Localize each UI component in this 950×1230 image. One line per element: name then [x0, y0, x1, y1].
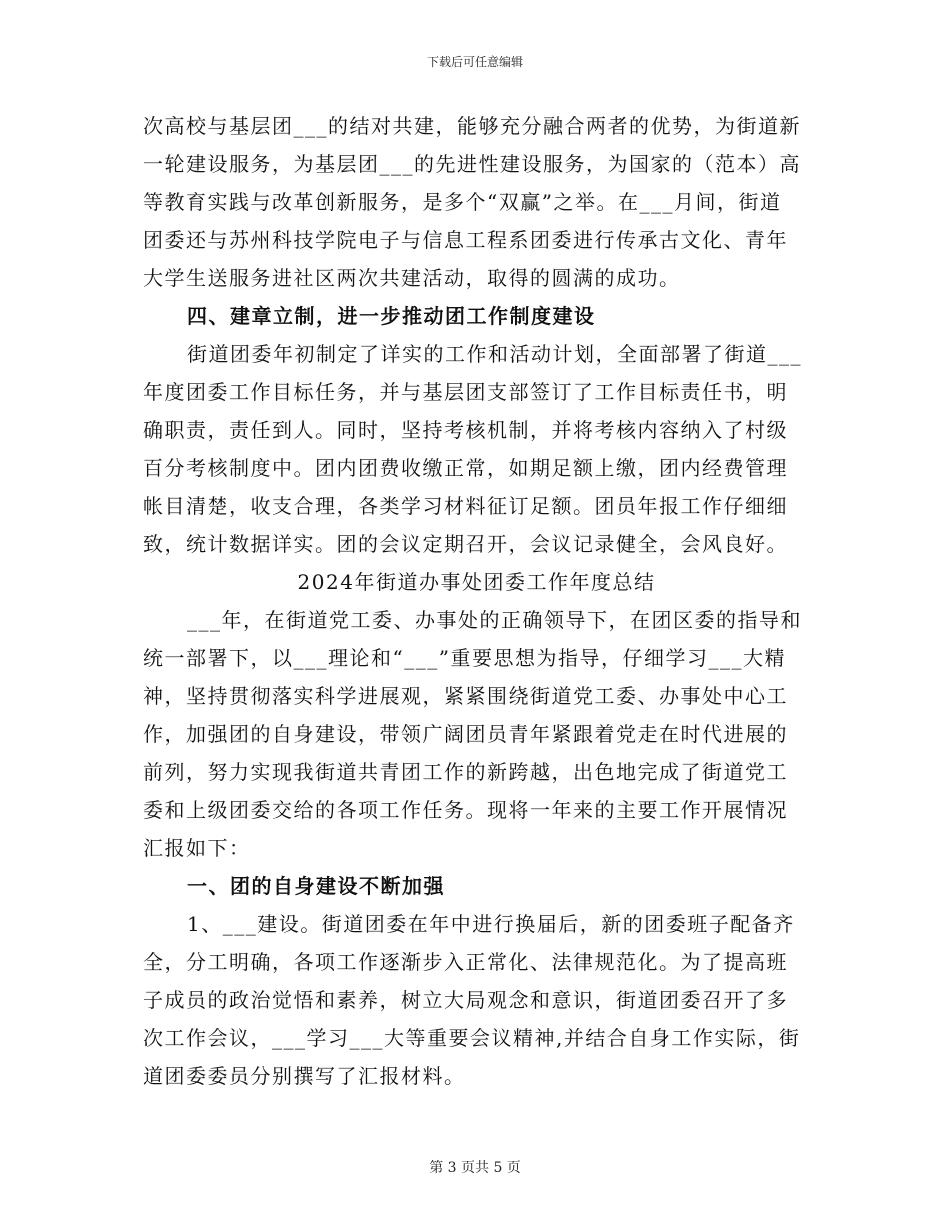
page-header: 下载后可任意编辑: [426, 55, 523, 69]
paragraph-line: 大学生送服务进社区两次共建活动，取得的圆满的成功。: [143, 266, 681, 290]
paragraph-line: 子成员的政治觉悟和素养，树立大局观念和意识，街道团委召开了多: [143, 988, 788, 1012]
paragraph-line: 百分考核制度中。团内团费收缴正常，如期足额上缴，团内经费管理: [143, 456, 788, 480]
paragraph-line: 1、___建设。街道团委在年中进行换届后，新的团委班子配备齐: [187, 912, 795, 936]
paragraph-line: 道团委委员分别撰写了汇报材料。: [143, 1064, 466, 1088]
paragraph-line: 次高校与基层团___的结对共建，能够充分融合两者的优势，为街道新: [143, 114, 801, 138]
paragraph-line: 年度团委工作目标任务，并与基层团支部签订了工作目标责任书，明: [143, 380, 788, 404]
paragraph-line: 街道团委年初制定了详实的工作和活动计划，全面部署了街道___: [187, 342, 802, 366]
document-body: [143, 107, 810, 1095]
section-heading: 四、建章立制，进一步推动团工作制度建设: [187, 304, 596, 328]
paragraph-line: 等教育实践与改革创新服务，是多个“双赢”之举。在___月间，街道: [143, 190, 782, 214]
paragraph-line: 前列，努力实现我街道共青团工作的新跨越，出色地完成了街道党工: [143, 760, 788, 784]
paragraph-line: 致，统计数据详实。团的会议定期召开，会议记录健全，会风良好。: [143, 532, 788, 556]
page-footer: 第 3 页共 5 页: [429, 1160, 521, 1176]
paragraph-line: 汇报如下：: [143, 836, 251, 860]
paragraph-line: 一轮建设服务，为基层团___的先进性建设服务，为国家的（范本）高: [143, 152, 801, 176]
paragraph-line: 委和上级团委交给的各项工作任务。现将一年来的主要工作开展情况: [143, 798, 788, 822]
paragraph-line: 统一部署下，以___理论和“___”重要思想为指导，仔细学习___大精: [143, 646, 786, 670]
paragraph-line: 确职责，责任到人。同时，坚持考核机制，并将考核内容纳入了村级: [143, 418, 788, 442]
paragraph-line: 团委还与苏州科技学院电子与信息工程系团委进行传承古文化、青年: [143, 228, 788, 252]
paragraph-line: 神，坚持贯彻落实科学进展观，紧紧围绕街道党工委、办事处中心工: [143, 684, 788, 708]
paragraph-line: 作，加强团的自身建设，带领广阔团员青年紧跟着党走在时代进展的: [143, 722, 788, 746]
document-title: 2024年街道办事处团委工作年度总结: [297, 570, 656, 594]
section-heading: 一、团的自身建设不断加强: [187, 874, 445, 898]
paragraph-line: 全，分工明确，各项工作逐渐步入正常化、法律规范化。为了提高班: [143, 950, 788, 974]
paragraph-line: ___年，在街道党工委、办事处的正确领导下，在团区委的指导和: [187, 608, 802, 632]
paragraph-line: 帐目清楚，收支合理，各类学习材料征订足额。团员年报工作仔细细: [143, 494, 788, 518]
paragraph-line: 次工作会议，___学习___大等重要会议精神,并结合自身工作实际，街: [143, 1026, 801, 1050]
